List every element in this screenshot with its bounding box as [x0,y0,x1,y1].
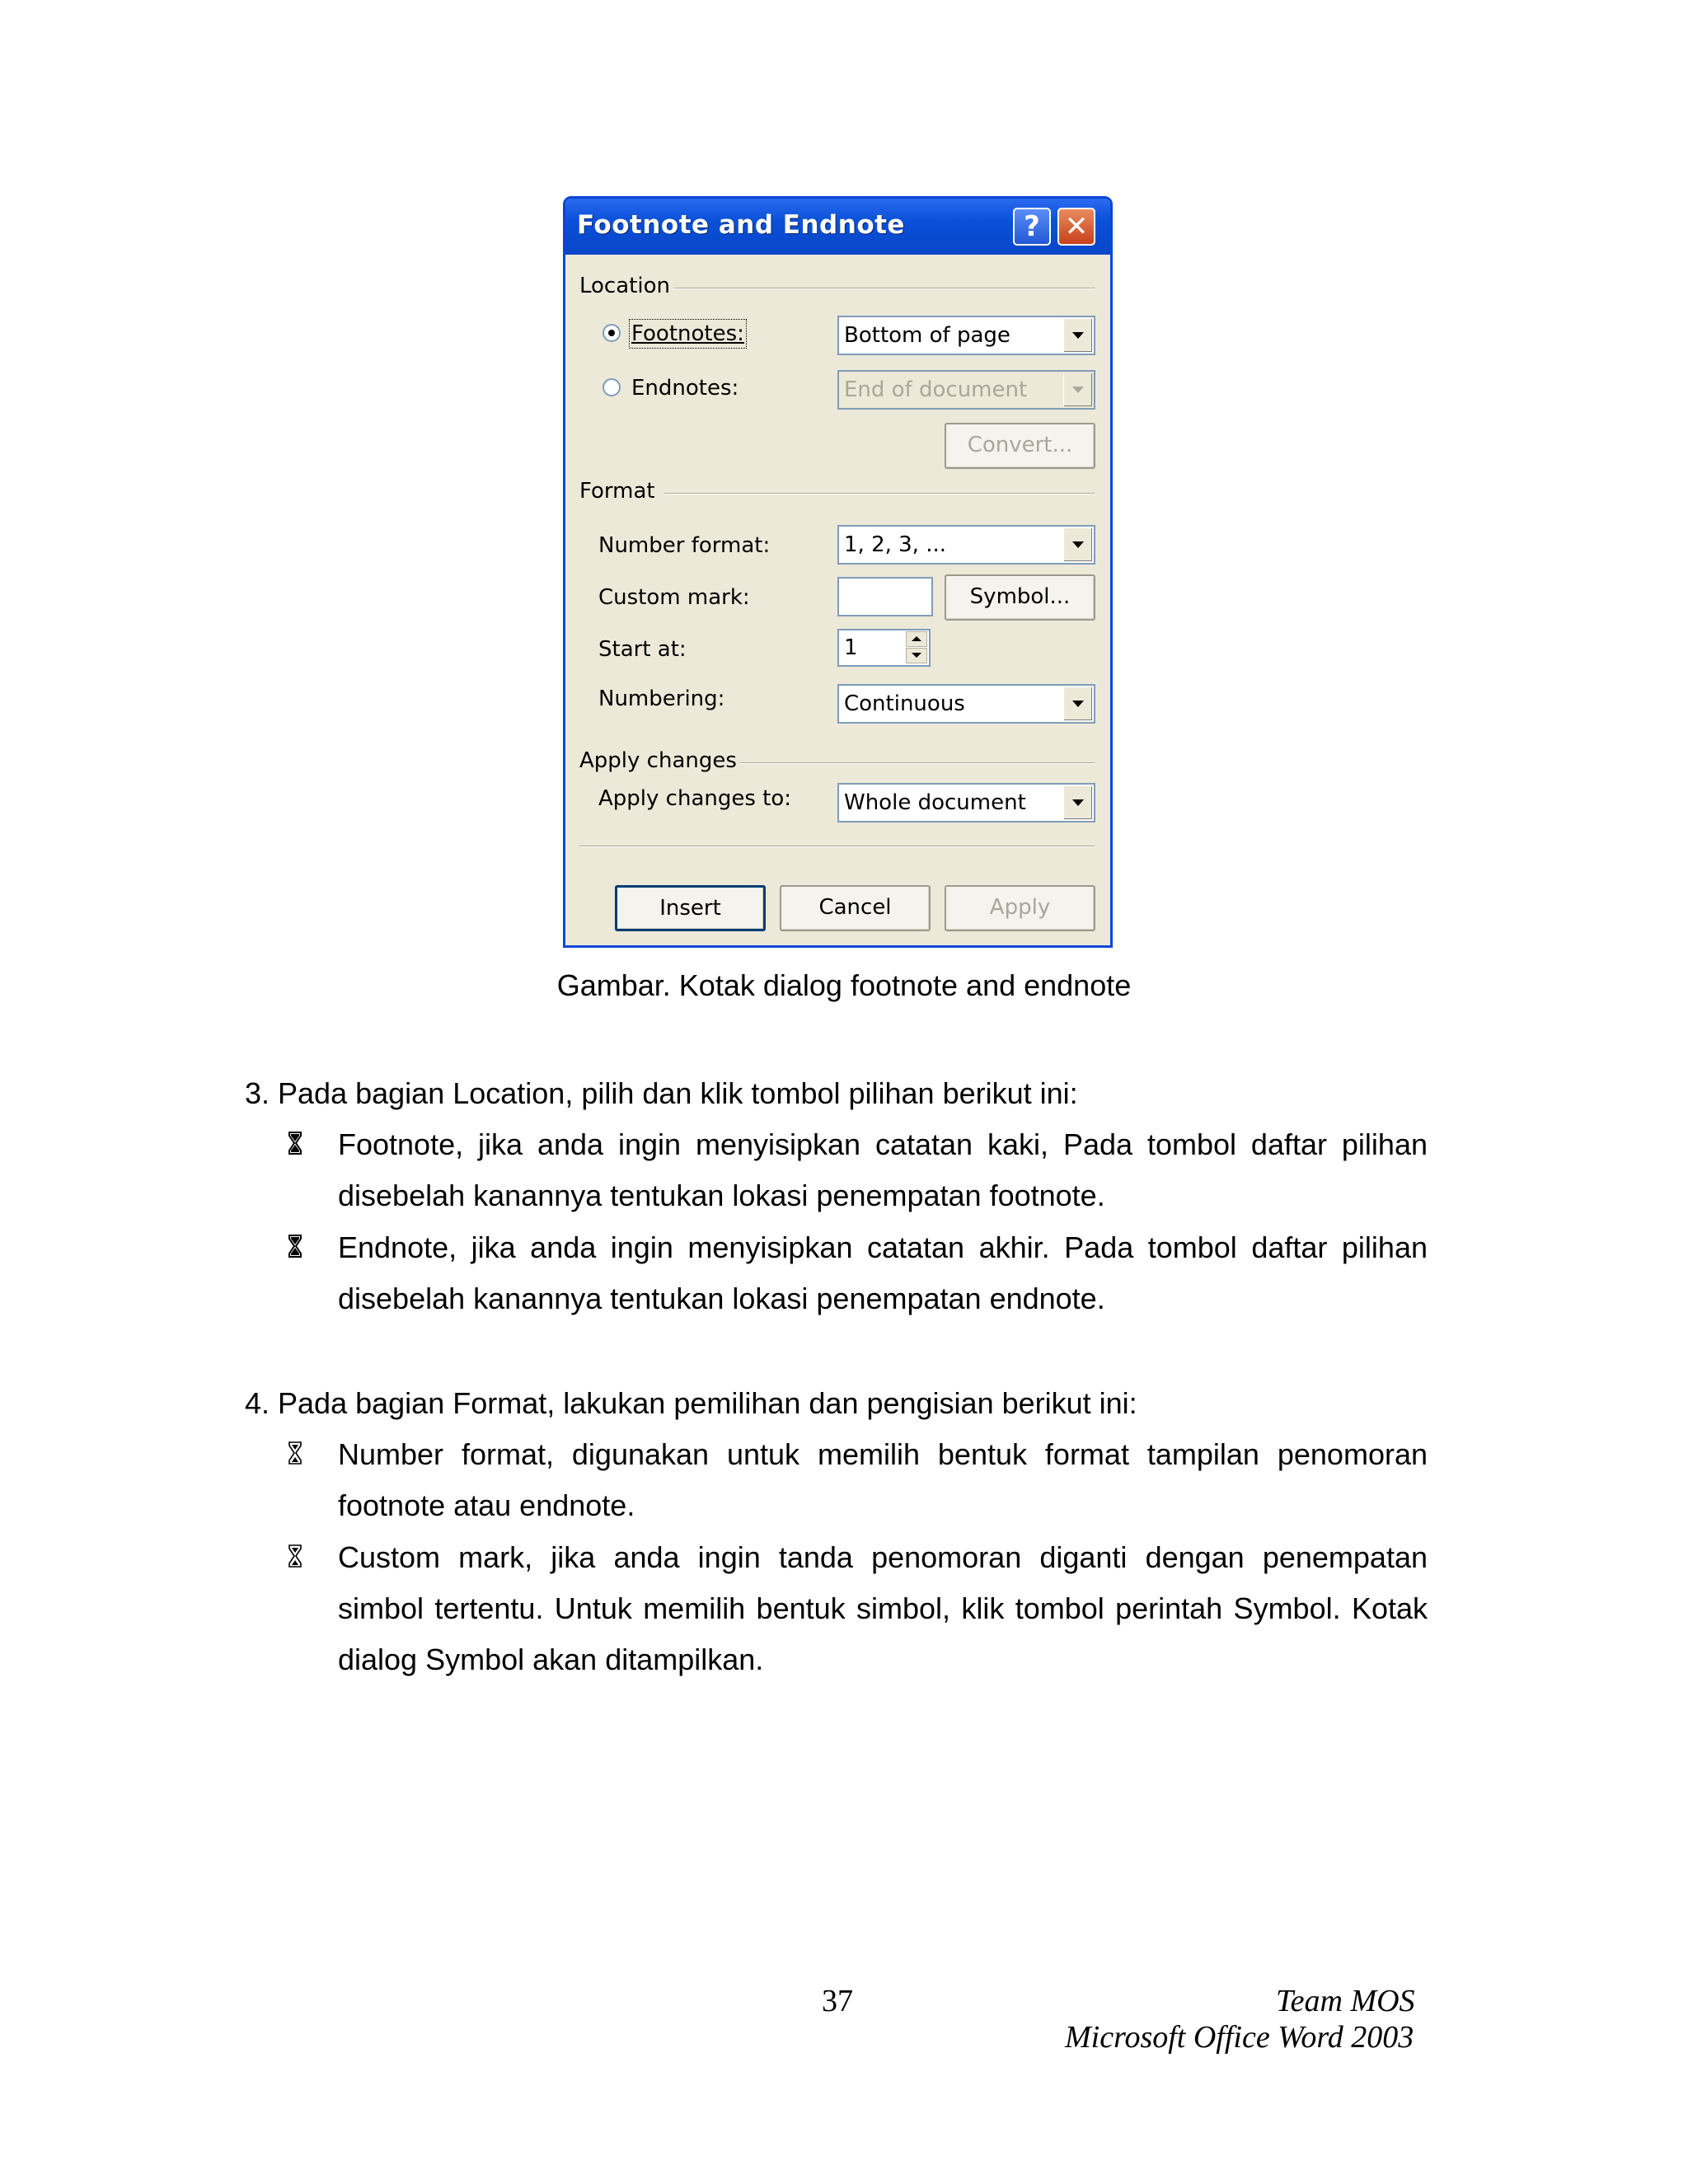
insert-button[interactable]: Insert [615,885,766,931]
footnotes-label-text: Footnotes: [631,321,744,346]
spin-up-icon[interactable] [906,631,927,647]
chevron-down-icon[interactable] [1063,373,1092,406]
list-item-footnote: Footnote, jika anda ingin menyisipkan catatan kaki, Pada tombol daftar pilihan disebelah kanannya tentukan lokasi penempatan footnote. [338,1127,1428,1212]
format-divider [664,493,1095,494]
numbering-value: Continuous [844,691,965,716]
start-at-value: 1 [844,635,858,660]
number-format-dropdown[interactable] [837,525,1095,565]
numbering-dropdown[interactable] [837,684,1095,724]
endnotes-location-dropdown[interactable] [837,370,1095,410]
cancel-button[interactable]: Cancel [780,885,931,931]
location-group-label: Location [579,274,670,298]
step-4-heading: 4. Pada bagian Format, lakukan pemilihan dan pengisian berikut ini: [245,1386,1137,1420]
step-3-heading: 3. Pada bagian Location, pilih dan klik tombol pilihan berikut ini: [245,1076,1078,1110]
hourglass-icon [287,1544,303,1568]
chevron-down-icon[interactable] [1063,319,1092,352]
endnotes-radio[interactable] [603,378,621,396]
apply-button[interactable]: Apply [945,885,1095,931]
figure-caption: Gambar. Kotak dialog footnote and endnote [556,968,1132,1002]
list-item-endnote: Endnote, jika anda ingin menyisipkan catatan akhir. Pada tombol daftar pilihan disebelah kanannya tentukan lokasi penempatan endnote. [338,1230,1428,1315]
chevron-down-icon[interactable] [1063,528,1092,561]
hourglass-icon [287,1234,303,1258]
close-button[interactable]: ✕ [1057,208,1095,246]
footnote-endnote-dialog [563,196,1113,948]
footnotes-location-dropdown[interactable] [837,316,1095,355]
convert-button[interactable]: Convert... [945,423,1095,469]
location-divider [674,288,1095,289]
apply-divider [740,762,1095,764]
apply-to-dropdown[interactable] [837,783,1095,823]
apply-to-label: Apply changes to: [598,786,792,811]
chevron-down-icon[interactable] [1063,687,1092,720]
apply-group-label: Apply changes [579,748,737,773]
button-divider [579,846,1095,847]
dialog-title: Footnote and Endnote [577,210,905,240]
endnotes-label: Endnotes: [631,376,739,401]
hourglass-icon [287,1131,303,1155]
chevron-down-icon[interactable] [1063,786,1092,819]
footnotes-location-value: Bottom of page [844,323,1010,348]
custom-mark-label: Custom mark: [598,585,750,610]
endnotes-location-value: End of document [844,377,1028,402]
numbering-label: Numbering: [598,687,725,711]
apply-to-value: Whole document [844,790,1026,815]
footnotes-radio[interactable] [603,324,621,342]
page-number: 37 [822,1984,853,2018]
footer-team: Team MOS [1276,1984,1415,2018]
list-item-custom-mark: Custom mark, jika anda ingin tanda penomoran diganti dengan penempatan simbol tertentu. Untuk memilih bentuk simbol, klik tombol perintah Symbol. Kotak dialog Symbol akan ditampilkan. [338,1540,1428,1676]
format-group-label: Format [579,479,655,504]
start-at-label: Start at: [598,637,687,662]
hourglass-icon [287,1441,303,1465]
list-item-number-format: Number format, digunakan untuk memilih bentuk format tampilan penomoran footnote atau endnote. [338,1437,1428,1522]
help-button[interactable]: ? [1013,208,1051,246]
spin-down-icon[interactable] [906,648,927,663]
number-format-value: 1, 2, 3, ... [844,532,947,557]
number-format-label: Number format: [598,533,771,558]
dialog-titlebar[interactable] [565,199,1110,255]
symbol-button[interactable]: Symbol... [945,574,1095,621]
footer-product: Microsoft Office Word 2003 [1065,2020,1414,2055]
footnotes-label [631,321,744,346]
custom-mark-input[interactable] [837,577,933,616]
start-at-spinner[interactable] [837,629,931,667]
